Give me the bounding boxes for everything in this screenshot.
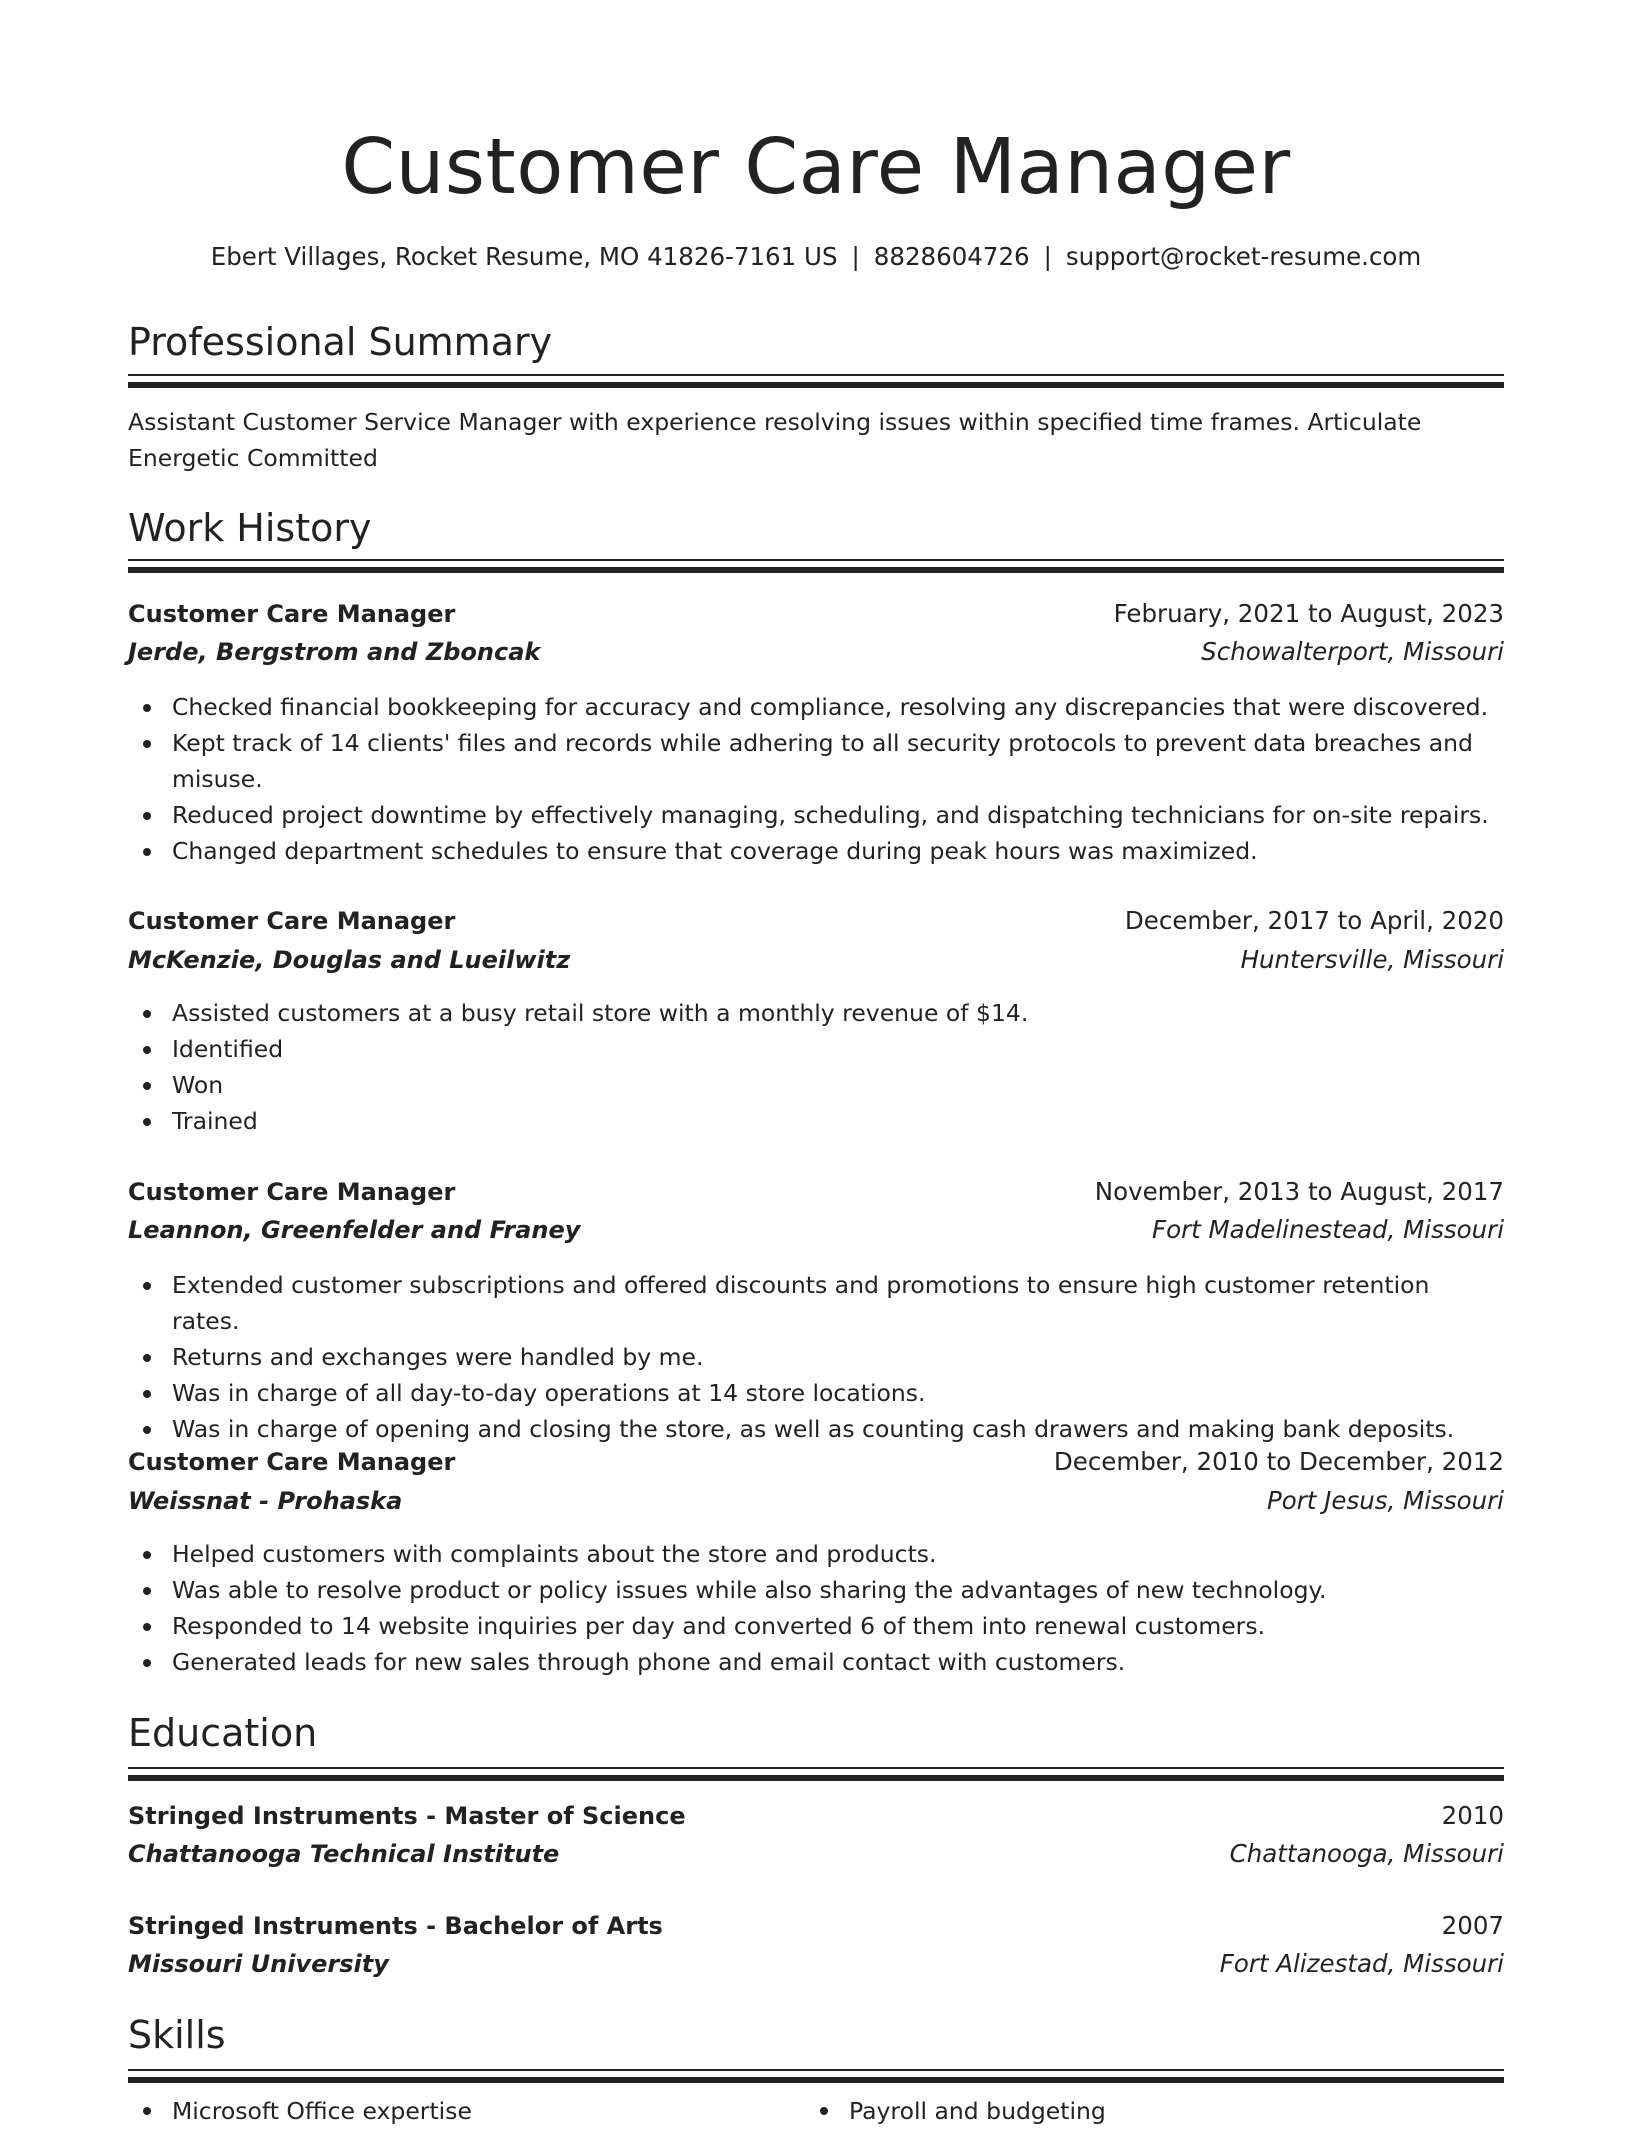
section-divider <box>128 559 1504 573</box>
skill-item: Payroll and budgeting <box>849 2097 1106 2125</box>
job-bullet: Kept track of 14 clients' files and records while adhering to all security protocols to prevent data breaches and misuse. <box>172 725 1504 797</box>
skill-bullet <box>143 2107 151 2115</box>
job-company: Jerde, Bergstrom and Zboncak <box>128 638 541 666</box>
section-divider <box>128 1767 1504 1781</box>
contact-separator: | <box>851 242 860 271</box>
section-title-education: Education <box>128 1711 318 1755</box>
education-location: Chattanooga, Missouri <box>1229 1839 1504 1868</box>
job-bullet: Responded to 14 website inquiries per day and converted 6 of them into renewal customers. <box>172 1608 1504 1644</box>
job-bullet: Was in charge of all day-to-day operations at 14 store locations. <box>172 1375 1504 1411</box>
education-year: 2010 <box>1441 1801 1504 1830</box>
job-dates: December, 2017 to April, 2020 <box>1124 906 1504 935</box>
contact-phone[interactable]: 8828604726 <box>873 242 1030 271</box>
job-location: Schowalterport, Missouri <box>1201 637 1504 666</box>
job-bullet: Checked financial bookkeeping for accuracy and compliance, resolving any discrepancies that were discovered. <box>172 689 1504 725</box>
education-header <box>128 1907 1504 1945</box>
candidate-name: Customer Care Manager <box>341 123 1291 212</box>
job-title: Customer Care Manager <box>128 1448 456 1476</box>
section-title-work: Work History <box>128 506 372 550</box>
skill-item: Microsoft Office expertise <box>172 2097 472 2125</box>
education-year: 2007 <box>1441 1911 1504 1940</box>
education-location: Fort Alizestad, Missouri <box>1219 1949 1504 1978</box>
skill-bullet <box>820 2107 828 2115</box>
job-title: Customer Care Manager <box>128 1178 456 1206</box>
job-company: Weissnat - Prohaska <box>128 1487 403 1515</box>
job-bullet: Returns and exchanges were handled by me. <box>172 1339 1504 1375</box>
job-title: Customer Care Manager <box>128 907 456 935</box>
summary-text: Assistant Customer Service Manager with experience resolving issues within specified time frames. Articulate Energetic Committed <box>128 408 1422 472</box>
job-title: Customer Care Manager <box>128 600 456 628</box>
section-divider <box>128 374 1504 388</box>
job-dates: November, 2013 to August, 2017 <box>1094 1177 1504 1206</box>
job-bullet: Trained <box>172 1103 1504 1139</box>
contact-address: Ebert Villages, Rocket Resume, MO 41826-7161 US <box>210 242 838 271</box>
job-bullets <box>128 995 1504 1139</box>
job-header <box>128 595 1504 633</box>
job-bullet: Identified <box>172 1031 1504 1067</box>
job-company: McKenzie, Douglas and Lueilwitz <box>128 946 571 974</box>
contact-separator: | <box>1043 242 1052 271</box>
education-school: Missouri University <box>128 1950 389 1978</box>
job-bullet: Was in charge of opening and closing the store, as well as counting cash drawers and making bank deposits. <box>172 1411 1504 1447</box>
job-header <box>128 1173 1504 1211</box>
job-bullets <box>128 689 1504 869</box>
job-bullet: Extended customer subscriptions and offered discounts and promotions to ensure high customer retention rates. <box>172 1267 1504 1339</box>
job-bullet: Reduced project downtime by effectively managing, scheduling, and dispatching technicians for on-site repairs. <box>172 797 1504 833</box>
job-bullet: Won <box>172 1067 1504 1103</box>
education-subheader <box>128 1945 1504 1983</box>
job-location: Huntersville, Missouri <box>1240 945 1504 974</box>
job-location: Port Jesus, Missouri <box>1266 1486 1504 1515</box>
job-dates: December, 2010 to December, 2012 <box>1053 1447 1504 1476</box>
education-school: Chattanooga Technical Institute <box>128 1840 560 1868</box>
job-bullet: Assisted customers at a busy retail store with a monthly revenue of $14. <box>172 995 1504 1031</box>
job-bullet: Was able to resolve product or policy issues while also sharing the advantages of new technology. <box>172 1572 1504 1608</box>
job-bullet: Helped customers with complaints about the store and products. <box>172 1536 1504 1572</box>
job-subheader <box>128 941 1504 979</box>
education-header <box>128 1797 1504 1835</box>
job-subheader <box>128 1482 1504 1520</box>
contact-line <box>128 237 1504 277</box>
job-bullet: Changed department schedules to ensure that coverage during peak hours was maximized. <box>172 833 1504 869</box>
job-header <box>128 902 1504 940</box>
education-degree: Stringed Instruments - Bachelor of Arts <box>128 1912 663 1940</box>
job-location: Fort Madelinestead, Missouri <box>1152 1215 1504 1244</box>
job-bullet: Generated leads for new sales through phone and email contact with customers. <box>172 1644 1504 1680</box>
section-title-skills: Skills <box>128 2013 226 2057</box>
job-company: Leannon, Greenfelder and Franey <box>128 1216 581 1244</box>
job-bullets <box>128 1536 1504 1680</box>
section-title-summary: Professional Summary <box>128 320 553 364</box>
section-divider <box>128 2069 1504 2083</box>
contact-email[interactable]: support@rocket-resume.com <box>1065 242 1422 271</box>
job-dates: February, 2021 to August, 2023 <box>1113 599 1504 628</box>
education-degree: Stringed Instruments - Master of Science <box>128 1802 686 1830</box>
education-subheader <box>128 1835 1504 1873</box>
job-subheader <box>128 633 1504 671</box>
job-header <box>128 1443 1504 1481</box>
job-bullets <box>128 1267 1504 1447</box>
job-subheader <box>128 1211 1504 1249</box>
